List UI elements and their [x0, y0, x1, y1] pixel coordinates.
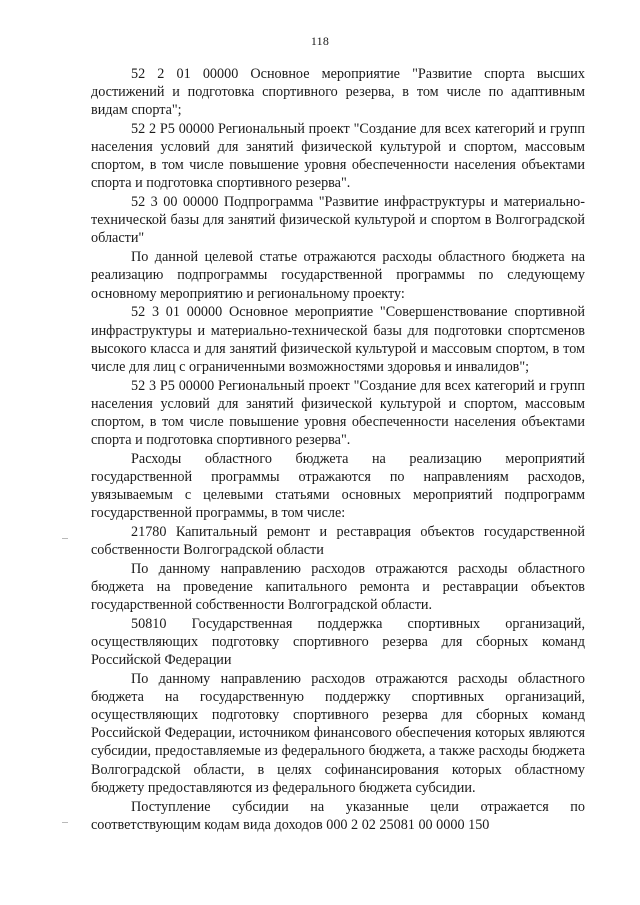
document-body	[91, 65, 585, 834]
paragraph-direction-21780: 21780 Капитальный ремонт и реставрация объектов государственной собственности Волгоградской области	[91, 523, 585, 559]
paragraph-subprogram-52-3-00: 52 3 00 00000 Подпрограмма "Развитие инфраструктуры и материально-технической базы для занятий физической культурой и спортом в Волгоградской области"	[91, 194, 585, 247]
paragraph-direction-50810: 50810 Государственная поддержка спортивных организаций, осуществляющих подготовку спортивного резерва для сборных команд Российской Федерации	[91, 615, 585, 669]
paragraph-subsidy-income-codes: Поступление субсидии на указанные цели отражается по соответствующим кодам вида доходов 000 2 02 25081 00 0000 150	[91, 798, 585, 833]
paragraph-project-52-2-p5: 52 2 Р5 00000 Региональный проект "Создание для всех категорий и групп населения условий для занятий физической культурой и спортом, массовым спортом, в том числе повышение уровня обеспеченности населения объектами спорта и подготовка спортивного резерва".	[91, 121, 585, 192]
page-number: 118	[310, 34, 330, 48]
paragraph-event-52-3-01: 52 3 01 00000 Основное мероприятие "Совершенствование спортивной инфраструктуры и материально-технической базы для подготовки спортсменов высокого класса и для занятий физической культурой и массовым спортом, в том числе для лиц с ограниченными возможностями здоровья и инвалидов";	[91, 304, 585, 375]
paragraph-event-52-2-01: 52 2 01 00000 Основное мероприятие "Развитие спорта высших достижений и подготовка спортивного резерва, в том числе по адаптивным видам спорта";	[91, 66, 585, 119]
margin-mark	[62, 538, 68, 539]
margin-mark	[62, 822, 68, 823]
paragraph-direction-21780-description: По данному направлению расходов отражаются расходы областного бюджета на проведение капитального ремонта и реставрации объектов государственной собственности Волгоградской области.	[91, 560, 585, 614]
paragraph-subprogram-description: По данной целевой статье отражаются расходы областного бюджета на реализацию подпрограммы государственной программы по следующему основному мероприятию и региональному проекту:	[91, 249, 585, 302]
paragraph-expense-directions: Расходы областного бюджета на реализацию мероприятий государственной программы отражаются по направлениям расходов, увязываемым с целевыми статьями основных мероприятий подпрограмм государственной программы, в том числе:	[91, 450, 585, 522]
paragraph-project-52-3-p5: 52 3 Р5 00000 Региональный проект "Создание для всех категорий и групп населения условий для занятий физической культурой и спортом, массовым спортом, в том числе повышение уровня обеспеченности населения объектами спорта и подготовка спортивного резерва".	[91, 377, 585, 448]
paragraph-direction-50810-description: По данному направлению расходов отражаются расходы областного бюджета на государственную поддержку спортивных организаций, осуществляющих подготовку спортивного резерва для сборных команд Российской Федерации, источником финансового обеспечения которых являются субсидии, предоставляемые из федерального бюджета, а также расходы бюджета Волгоградской области, в целях софинансирования которых областному бюджету предоставляются из федерального бюджета субсидии.	[91, 671, 585, 796]
